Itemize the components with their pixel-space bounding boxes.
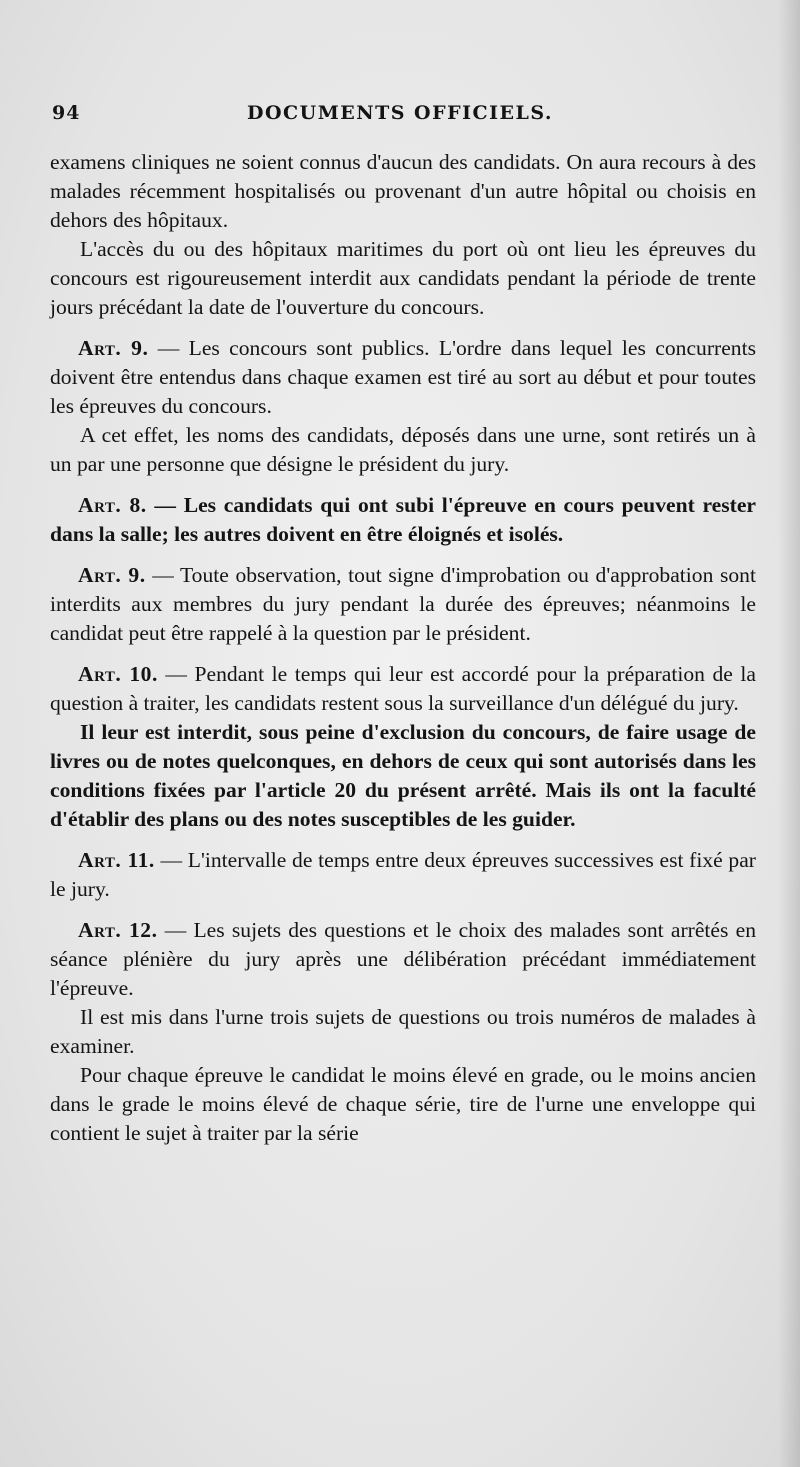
paragraph-hospital-access: L'accès du ou des hôpitaux maritimes du port où ont lieu les épreuves du concours est rigoureusement interdit aux candidats pendant la période de trente jours précédant la date de l'ouverture du concours. [50,237,756,319]
running-title: DOCUMENTS OFFICIELS. [246,102,553,124]
article-paragraph [50,491,756,549]
article-label: Art. 10. [78,662,158,686]
paragraph-continuation: examens cliniques ne soient connus d'aucun des candidats. On aura recours à des malades récemment hospitalisés ou provenant d'un autre hôpital ou choisis en dehors des hôpitaux. [50,150,756,232]
article-paragraph [50,916,756,1003]
article-label: Art. 9. [78,563,146,587]
article-label: Art. 12. [78,918,158,942]
article-text: — Les concours sont publics. L'ordre dans lequel les concurrents doivent être entendus dans chaque examen est tiré au sort au début et pour toutes les épreuves du concours. [50,336,756,418]
article-label: Art. 9. [78,336,149,360]
article-text: — Les candidats qui ont subi l'épreuve en cours peuvent rester dans la salle; les autres doivent en être éloignés et isolés. [50,493,757,546]
page-edge-shadow [778,0,800,1467]
article-text: — Pendant le temps qui leur est accordé pour la préparation de la question à traiter, les candidats restent sous la surveillance d'un délégué du jury. [50,662,756,715]
paragraph-envelope-draw: Pour chaque épreuve le candidat le moins élevé en grade, ou le moins ancien dans le grade le moins élevé de chaque série, tire de l'urne une enveloppe qui contient le sujet à traiter par la série [50,1063,756,1145]
article-text: — Les sujets des questions et le choix des malades sont arrêtés en séance plénière du jury après une délibération précédant immédiatement l'épreuve. [50,918,756,1000]
article-paragraph [50,334,756,421]
article-label: Art. 11. [78,848,155,872]
page-number: 94 [52,102,81,124]
page-header [52,102,748,136]
article-label: Art. 8. [78,493,147,517]
paragraph-no-books: Il leur est interdit, sous peine d'exclusion du concours, de faire usage de livres ou de notes quelconques, en dehors de ceux qui sont autorisés dans les conditions fixées par l'article 20 du présent arrêté. Mais ils ont la faculté d'établir des plans ou des notes susceptibles de les guider. [50,720,756,831]
body-text [50,148,756,1148]
paragraph-urn-subjects: Il est mis dans l'urne trois sujets de questions ou trois numéros de malades à examiner. [50,1005,756,1058]
paragraph-draw-lots: A cet effet, les noms des candidats, déposés dans une urne, sont retirés un à un par une personne que désigne le président du jury. [50,423,756,476]
article-paragraph [50,561,756,648]
article-text: — Toute observation, tout signe d'improbation ou d'approbation sont interdits aux membres du jury pendant la durée des épreuves; néanmoins le candidat peut être rappelé à la question par le président. [50,563,756,645]
article-paragraph [50,846,756,904]
article-text: — L'intervalle de temps entre deux épreuves successives est fixé par le jury. [50,848,756,901]
article-paragraph [50,660,756,718]
